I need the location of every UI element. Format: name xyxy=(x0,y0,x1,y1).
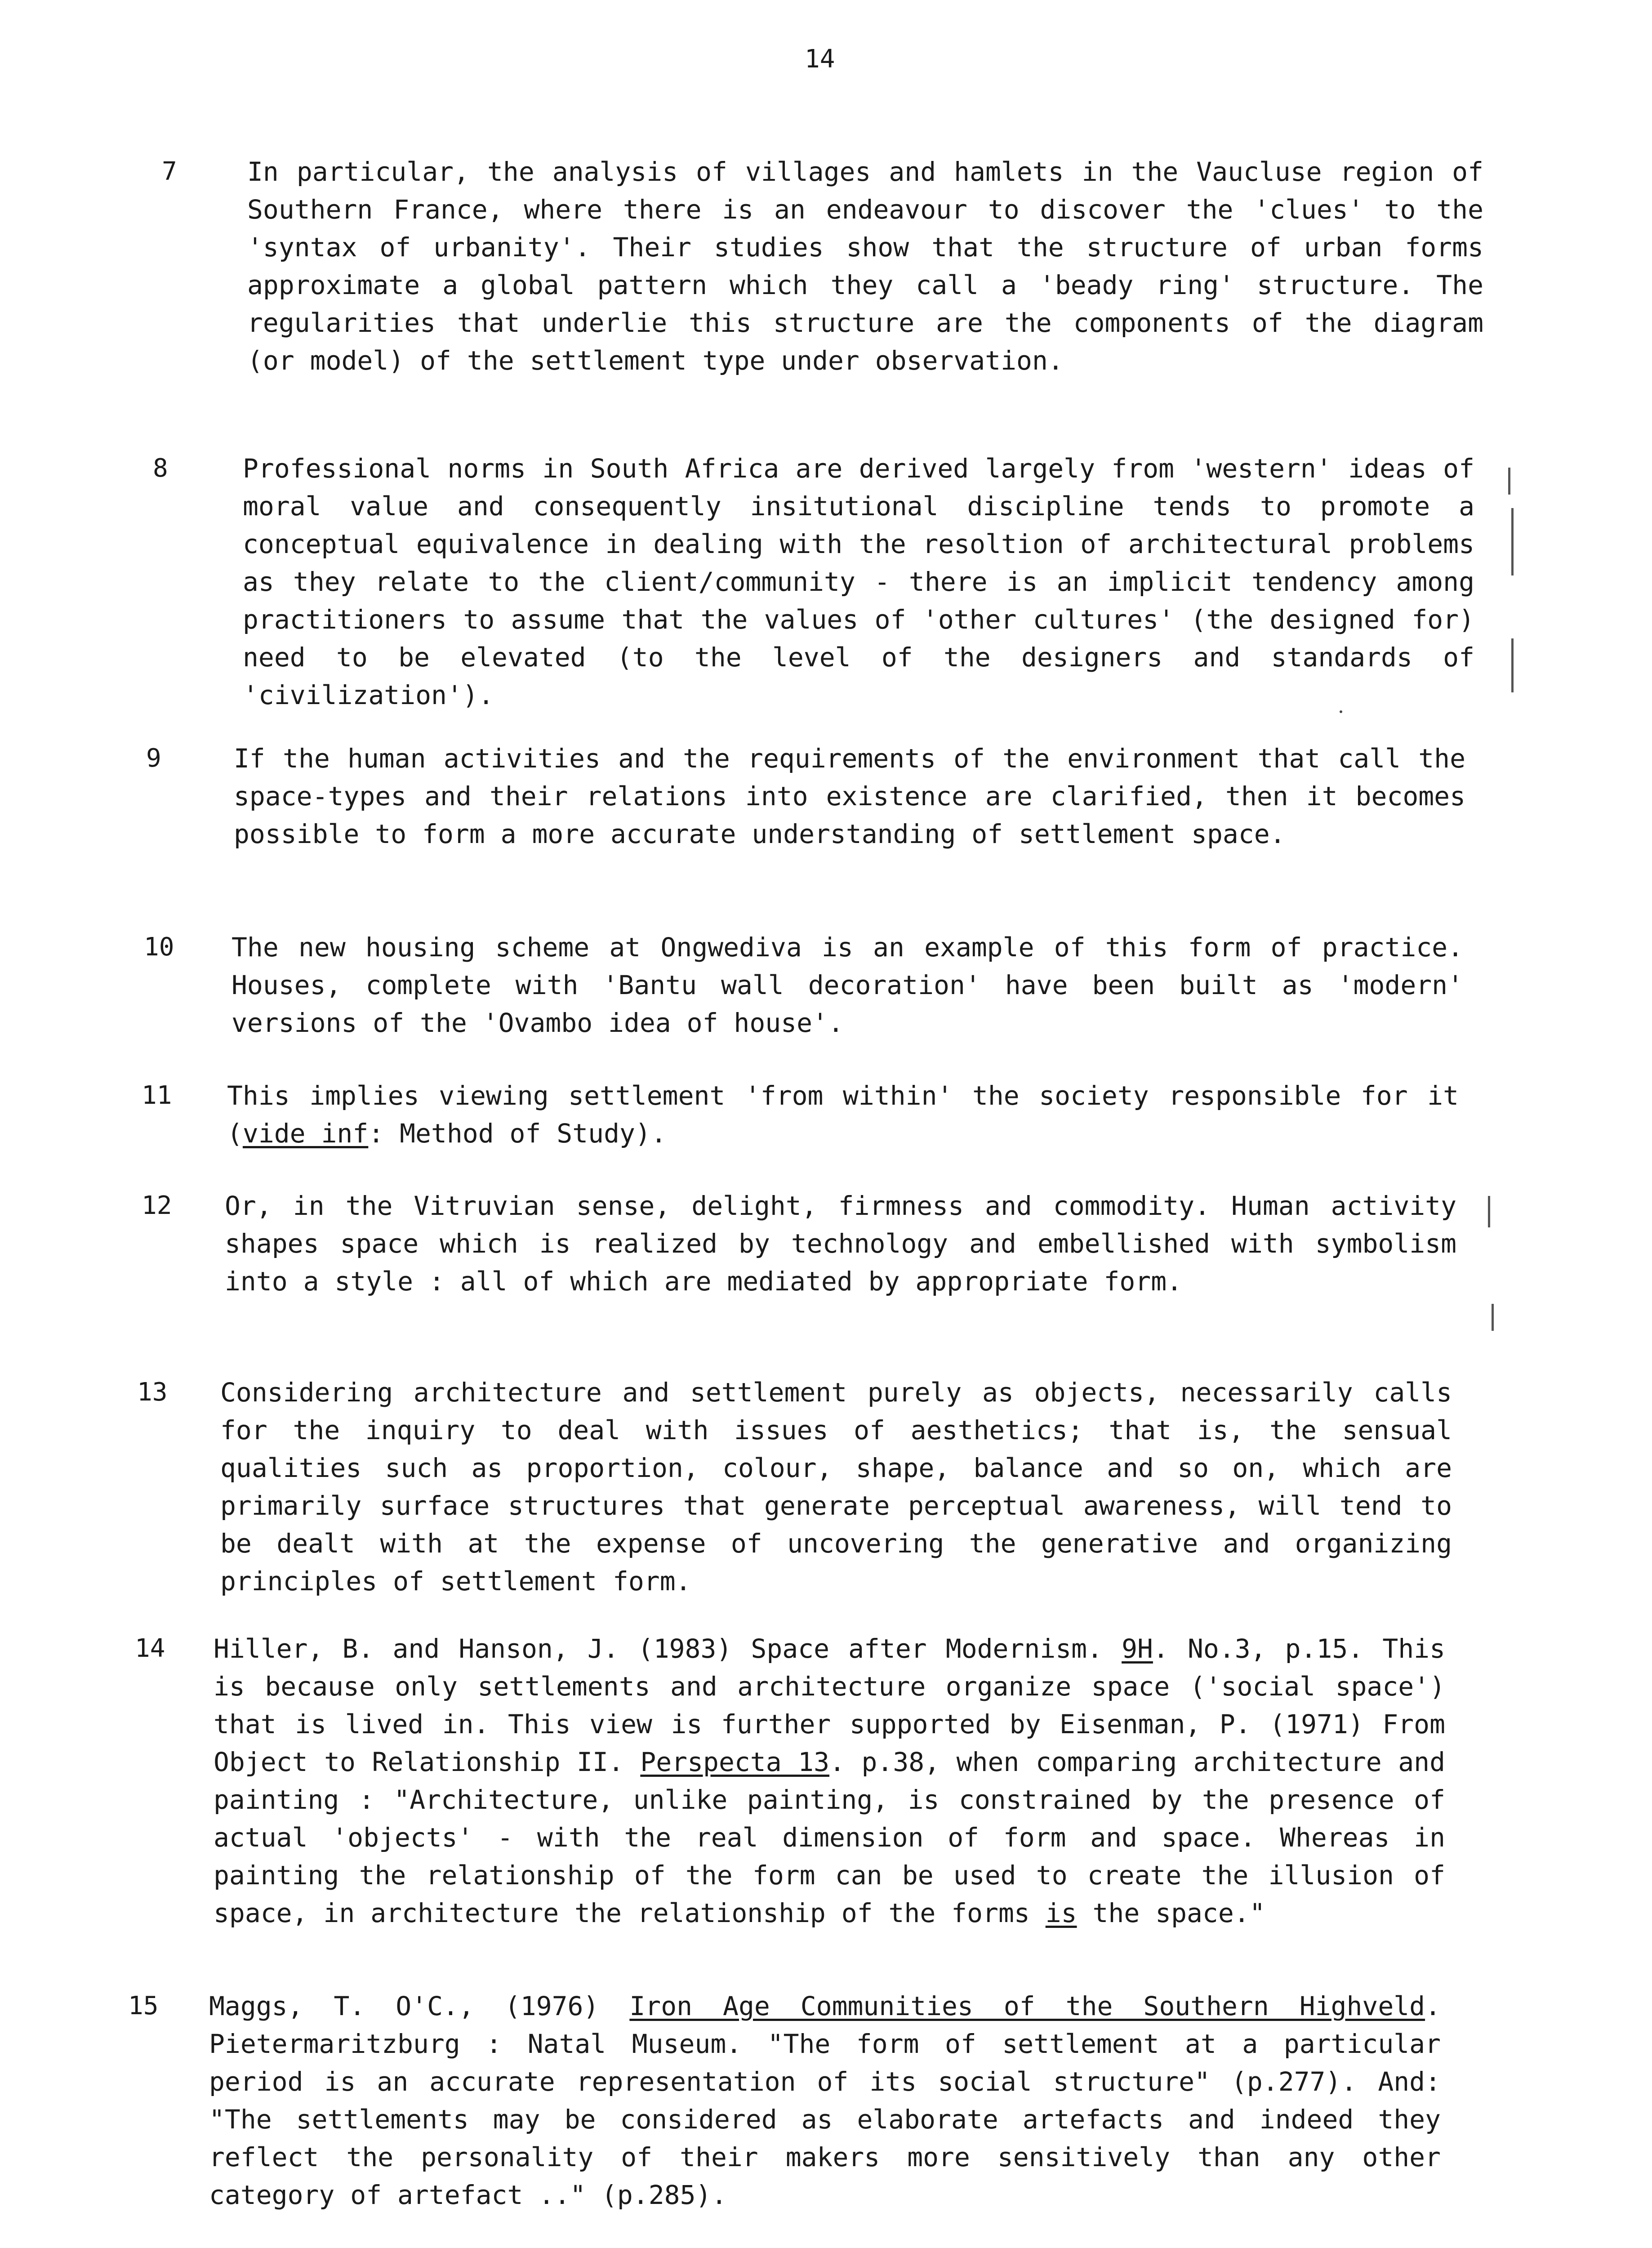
footnote-number: 15 xyxy=(128,1991,159,2021)
margin-mark xyxy=(1488,1196,1490,1227)
underlined-reference: Iron Age Communities of the Southern Highveld xyxy=(629,1991,1425,2021)
footnote-text: Hiller, B. and Hanson, J. (1983) Space after Modernism. 9H. No.3, p.15. This is because only settlements and architecture organize space ('social space') that is lived in. This view is further supported by Eisenman, P. (1971) From Object to Relationship II. Perspecta 13. p.38, when comparing architecture and painting : "Architecture, unlike painting, is constrained by the presence of actual 'objects' - with the real dimension of form and space. Whereas in painting the relationship of the form can be used to create the illusion of space, in architecture the relationship of the forms is the space." xyxy=(214,1633,1446,1928)
footnote-text: In particular, the analysis of villages and hamlets in the Vaucluse region of Southern France, where there is an endeavour to discover the 'clues' to the 'syntax of urbanity'. Their studies show that the structure of urban forms approximate a global pattern which they call a 'beady ring' structure. The regularities that underlie this structure are the components of the diagram (or model) of the settlement type under observation. xyxy=(247,156,1483,376)
footnote-text: Maggs, T. O'C., (1976) Iron Age Communities of the Southern Highveld. Pietermaritzburg : Natal Museum. "The form of settlement at a particular period is an accurate representation of its social structure" (p.277). And: "The settlements may be considered as elaborate artefacts and indeed they reflect the personality of their makers more sensitively than any other category of artefact .." (p.285). xyxy=(209,1991,1441,2210)
footnote-number: 9 xyxy=(146,744,161,773)
footnote-number: 13 xyxy=(137,1378,168,1407)
margin-mark xyxy=(1511,638,1514,692)
footnote-text: This implies viewing settlement 'from within' the society responsible for it (vide inf: Method of Study). xyxy=(227,1080,1459,1149)
underlined-reference: Perspecta 13 xyxy=(640,1747,830,1777)
margin-mark xyxy=(1492,1304,1494,1331)
footnote-number: 8 xyxy=(153,454,168,483)
footnote-text: The new housing scheme at Ongwediva is an example of this form of practice. Houses, complete with 'Bantu wall decoration' have been built as 'modern' versions of the 'Ovambo idea of house'. xyxy=(232,932,1463,1038)
underlined-emphasis: is xyxy=(1045,1898,1077,1928)
margin-mark xyxy=(1508,468,1510,495)
underlined-reference: 9H xyxy=(1122,1633,1153,1664)
footnote-number: 12 xyxy=(142,1191,172,1220)
margin-mark xyxy=(1511,508,1514,575)
footnote-text: If the human activities and the requirements of the environment that call the space-types and their relations into existence are clarified, then it becomes possible to form a more accurate understanding of settlement space. xyxy=(234,743,1465,849)
footnote-number: 14 xyxy=(135,1634,165,1663)
footnote-number: 10 xyxy=(144,932,174,962)
footnote-text: Professional norms in South Africa are derived largely from 'western' ideas of moral value and consequently insitutional discipline tends to promote a conceptual equivalence in dealing with the resoltion of architectural problems as they relate to the client/community - there is an implicit tendency among practitioners to assume that the values of 'other cultures' (the designed for) need to be elevated (to the level of the designers and standards of 'civilization'). xyxy=(243,453,1474,710)
footnote-number: 11 xyxy=(142,1081,172,1110)
footnote-number: 7 xyxy=(162,157,177,186)
footnote-text: Or, in the Vitruvian sense, delight, firmness and commodity. Human activity shapes space which is realized by technology and embellished with symbolism into a style : all of which are mediated by appropriate form. xyxy=(225,1191,1456,1297)
underlined-reference: vide inf xyxy=(242,1118,369,1149)
page-number: 14 xyxy=(805,45,835,74)
footnote-text: Considering architecture and settlement purely as objects, necessarily calls for the inquiry to deal with issues of aesthetics; that is, the sensual qualities such as proportion, colour, shape, balance and so on, which are primarily surface structures that generate perceptual awareness, will tend to be dealt with at the expense of uncovering the generative and organizing principles of settlement form. xyxy=(220,1377,1452,1597)
scan-speck xyxy=(1340,710,1342,713)
